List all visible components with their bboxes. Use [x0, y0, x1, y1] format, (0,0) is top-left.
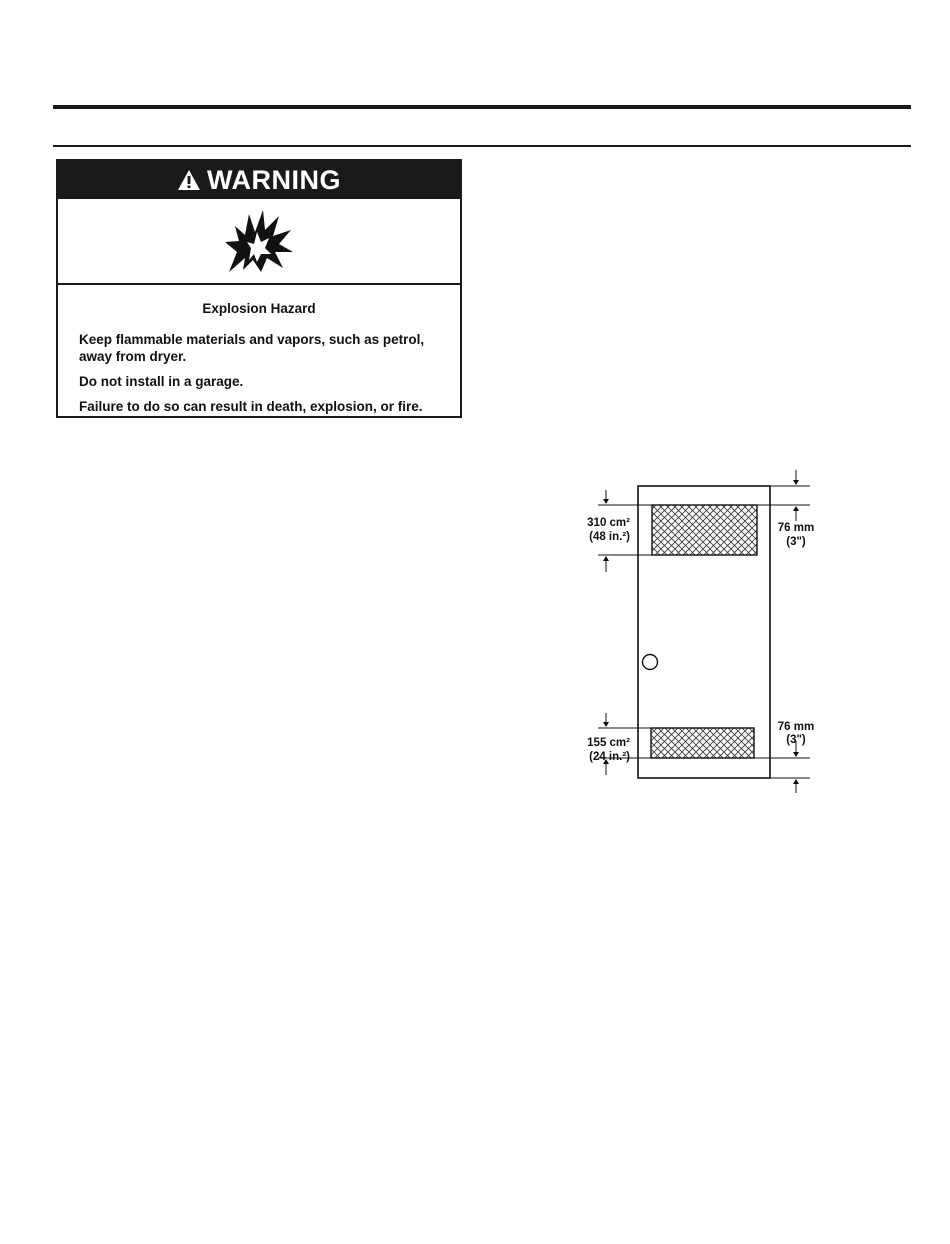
closet-door-vent-diagram — [570, 465, 820, 795]
warning-header — [58, 161, 460, 199]
top-vent-area-imperial-label: (48 in.²) — [589, 531, 630, 543]
bottom-clearance-imperial-label: (3") — [786, 734, 806, 746]
bottom-vent-area-imperial-label: (24 in.²) — [589, 751, 630, 763]
top-clearance-imperial-label: (3") — [786, 536, 806, 548]
door-knob-icon — [643, 655, 658, 670]
top-clearance-label: 76 mm — [777, 522, 815, 534]
warning-line-garage: Do not install in a garage. — [79, 374, 244, 389]
hazard-title: Explosion Hazard — [202, 301, 316, 316]
hazard-symbol-panel — [58, 199, 460, 285]
bottom-vent — [651, 728, 754, 758]
warning-box — [56, 159, 462, 418]
bottom-vent-area-label: 155 cm² — [587, 737, 630, 749]
top-vent — [652, 505, 757, 555]
header-rule-thick — [53, 105, 911, 109]
top-vent-area-label: 310 cm² — [587, 517, 630, 529]
warning-triangle-icon — [177, 169, 201, 191]
bottom-clearance-label: 76 mm — [777, 721, 815, 733]
warning-line-consequence: Failure to do so can result in death, explosion, or fire. — [79, 399, 423, 414]
warning-title: WARNING — [207, 164, 341, 195]
warning-line-flammable: Keep flammable materials and vapors, such as petrol, away from dryer. — [79, 332, 425, 364]
explosion-icon — [223, 208, 295, 274]
warning-body — [58, 285, 460, 415]
header-rule-thin — [53, 145, 911, 147]
